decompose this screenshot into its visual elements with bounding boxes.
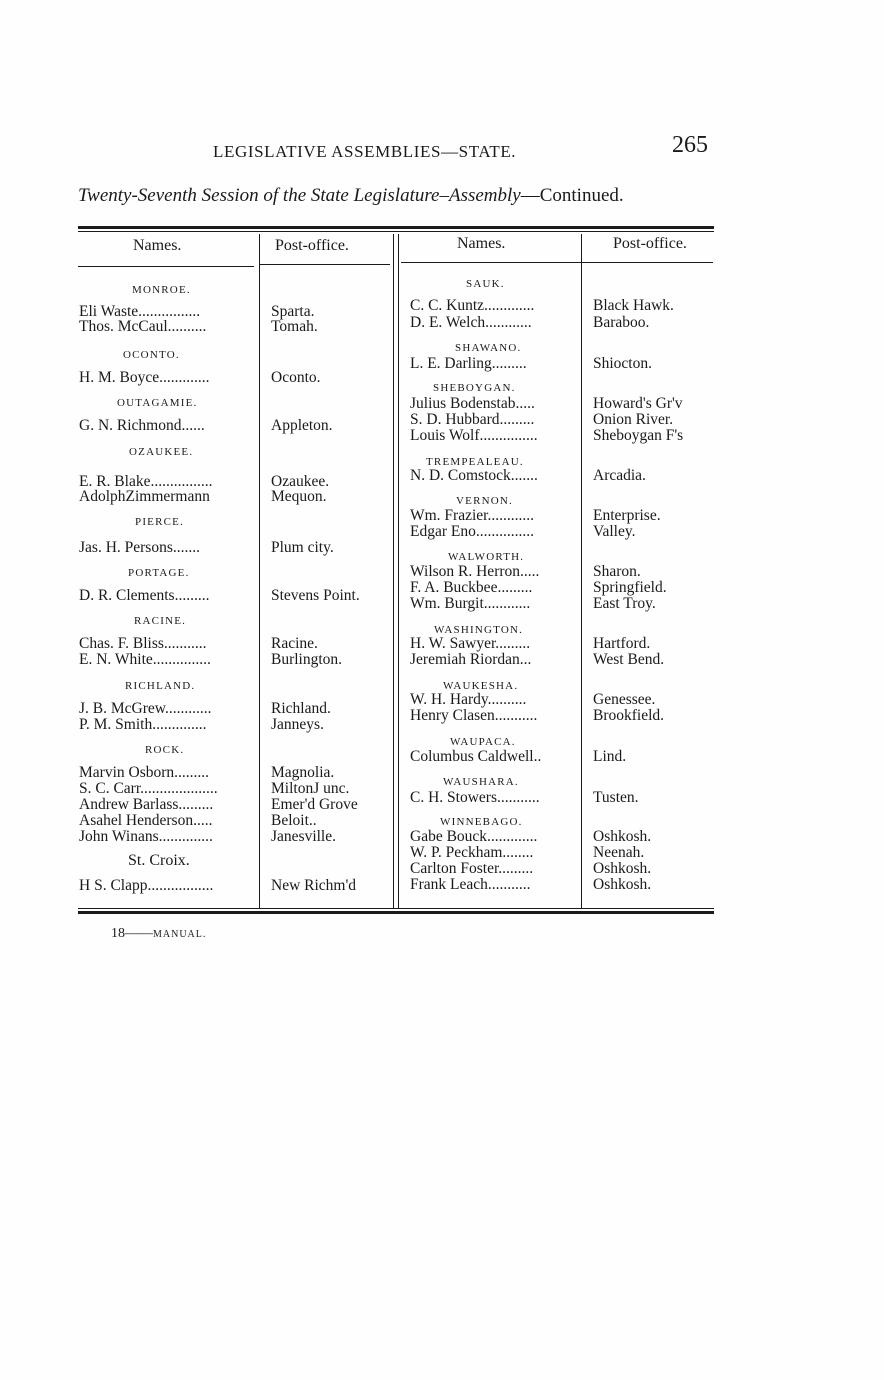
signature-mark <box>111 926 206 942</box>
member-name: Columbus Caldwell.. <box>410 748 542 765</box>
page-header-title: LEGISLATIVE ASSEMBLIES—STATE. <box>213 142 517 161</box>
subtitle-continued: —Continued. <box>520 185 624 206</box>
post-office: Valley. <box>593 523 636 540</box>
header-underline-right <box>401 262 713 263</box>
member-name: Asahel Henderson..... <box>79 812 213 829</box>
member-name: H. M. Boyce............. <box>79 369 210 386</box>
post-office: East Troy. <box>593 595 656 612</box>
post-office: Mequon. <box>271 488 327 505</box>
county-heading: PORTAGE. <box>128 567 190 579</box>
post-office: Ozaukee. <box>271 473 330 490</box>
post-office: Neenah. <box>593 844 645 861</box>
post-office: MiltonJ unc. <box>271 780 350 797</box>
post-office: Sheboygan F's <box>593 427 684 444</box>
member-name: Jeremiah Riordan... <box>410 651 532 668</box>
post-office: Oshkosh. <box>593 860 652 877</box>
post-office: Shiocton. <box>593 355 652 372</box>
post-office: Arcadia. <box>593 467 646 484</box>
county-heading: St. Croix. <box>128 852 190 869</box>
column-divider-3 <box>581 234 582 908</box>
member-name: Henry Clasen........... <box>410 707 538 724</box>
post-office: Genessee. <box>593 691 656 708</box>
member-name: Carlton Foster......... <box>410 860 534 877</box>
member-name: D. R. Clements......... <box>79 587 210 604</box>
post-office: Howard's Gr'v <box>593 395 683 412</box>
member-name: Wm. Burgit............ <box>410 595 531 612</box>
post-office: Burlington. <box>271 651 343 668</box>
post-office: New Richm'd <box>271 877 357 894</box>
table-bottom-rule-thick <box>78 911 714 914</box>
post-office: Racine. <box>271 635 318 652</box>
county-heading: SHAWANO. <box>455 342 522 354</box>
county-heading: RACINE. <box>134 615 187 627</box>
post-office: West Bend. <box>593 651 665 668</box>
member-name: Edgar Eno............... <box>410 523 534 540</box>
post-office: Sparta. <box>271 303 315 320</box>
county-heading: PIERCE. <box>135 516 185 528</box>
column-divider-1 <box>259 234 260 908</box>
post-office: Brookfield. <box>593 707 665 724</box>
page-number: 265 <box>672 132 708 158</box>
county-heading: ROCK. <box>145 744 185 756</box>
subtitle-italic: Twenty-Seventh Session of the State Legislature–Assembly <box>78 185 521 206</box>
county-heading: TREMPEALEAU. <box>426 456 524 468</box>
member-name: Louis Wolf............... <box>410 427 538 444</box>
member-name: S. C. Carr.................... <box>79 780 218 797</box>
member-name: Jas. H. Persons....... <box>79 539 200 556</box>
post-office: Appleton. <box>271 417 333 434</box>
post-office: Stevens Point. <box>271 587 360 604</box>
county-heading: RICHLAND. <box>125 680 196 692</box>
post-office: Emer'd Grove <box>271 796 358 813</box>
county-heading: MONROE. <box>132 284 191 296</box>
col-header-post-office-left: Post-office. <box>275 237 349 254</box>
member-name: Chas. F. Bliss........... <box>79 635 207 652</box>
member-name: Frank Leach........... <box>410 876 531 893</box>
county-heading: WAUKESHA. <box>443 680 519 692</box>
post-office: Janneys. <box>271 716 324 733</box>
member-name: C. H. Stowers........... <box>410 789 540 806</box>
post-office: Baraboo. <box>593 314 650 331</box>
table-top-rule-thin <box>78 231 714 232</box>
post-office: Lind. <box>593 748 627 765</box>
member-name: W. P. Peckham........ <box>410 844 534 861</box>
member-name: D. E. Welch............ <box>410 314 532 331</box>
post-office: Springfield. <box>593 579 667 596</box>
member-name: W. H. Hardy.......... <box>410 691 527 708</box>
post-office: Beloit.. <box>271 812 317 829</box>
county-heading: VERNON. <box>456 495 513 507</box>
post-office: Richland. <box>271 700 331 717</box>
column-divider-2b <box>398 234 399 908</box>
member-name: P. M. Smith.............. <box>79 716 207 733</box>
member-name: Eli Waste................ <box>79 303 201 320</box>
post-office: Sharon. <box>593 563 641 580</box>
county-heading: SHEBOYGAN. <box>433 382 516 394</box>
table-bottom-rule <box>78 908 714 909</box>
member-name: F. A. Buckbee......... <box>410 579 533 596</box>
post-office: Oshkosh. <box>593 828 652 845</box>
county-heading: WALWORTH. <box>448 551 525 563</box>
member-name: H S. Clapp................. <box>79 877 214 894</box>
member-name: John Winans.............. <box>79 828 213 845</box>
post-office: Hartford. <box>593 635 651 652</box>
member-name: AdolphZimmermann <box>79 488 210 505</box>
col-header-names-right: Names. <box>457 235 506 252</box>
post-office: Tomah. <box>271 318 318 335</box>
county-heading: OZAUKEE. <box>129 446 194 458</box>
table-subtitle <box>78 185 624 207</box>
member-name: H. W. Sawyer......... <box>410 635 531 652</box>
member-name: Wm. Frazier............ <box>410 507 534 524</box>
member-name: Gabe Bouck............. <box>410 828 538 845</box>
member-name: L. E. Darling......... <box>410 355 527 372</box>
column-divider-2a <box>393 234 394 908</box>
table-top-rule <box>78 226 714 229</box>
post-office: Oconto. <box>271 369 321 386</box>
post-office: Enterprise. <box>593 507 661 524</box>
post-office: Oshkosh. <box>593 876 652 893</box>
member-name: Marvin Osborn......... <box>79 764 210 781</box>
county-heading: WAUSHARA. <box>443 776 519 788</box>
col-header-post-office-right: Post-office. <box>613 235 687 252</box>
member-name: N. D. Comstock....... <box>410 467 538 484</box>
member-name: Thos. McCaul.......... <box>79 318 207 335</box>
post-office: Tusten. <box>593 789 639 806</box>
col-header-names-left: Names. <box>133 237 182 254</box>
post-office: Black Hawk. <box>593 297 674 314</box>
header-underline-left <box>78 266 254 267</box>
member-name: E. N. White............... <box>79 651 211 668</box>
member-name: Wilson R. Herron..... <box>410 563 540 580</box>
member-name: Andrew Barlass......... <box>79 796 214 813</box>
member-name: J. B. McGrew............ <box>79 700 212 717</box>
member-name: G. N. Richmond...... <box>79 417 205 434</box>
post-office: Janesville. <box>271 828 336 845</box>
member-name: S. D. Hubbard......... <box>410 411 535 428</box>
signature-label: MANUAL. <box>153 929 207 940</box>
post-office: Magnolia. <box>271 764 335 781</box>
county-heading: WAUPACA. <box>450 736 516 748</box>
county-heading: WASHINGTON. <box>434 624 524 636</box>
post-office: Onion River. <box>593 411 674 428</box>
member-name: E. R. Blake................ <box>79 473 213 490</box>
signature-number: 18—— <box>111 926 153 941</box>
county-heading: OUTAGAMIE. <box>117 397 198 409</box>
member-name: C. C. Kuntz............. <box>410 297 535 314</box>
post-office: Plum city. <box>271 539 334 556</box>
header-underline-left-po <box>259 264 390 265</box>
member-name: Julius Bodenstab..... <box>410 395 535 412</box>
county-heading: SAUK. <box>466 278 505 290</box>
county-heading: OCONTO. <box>123 349 180 361</box>
county-heading: WINNEBAGO. <box>440 816 523 828</box>
